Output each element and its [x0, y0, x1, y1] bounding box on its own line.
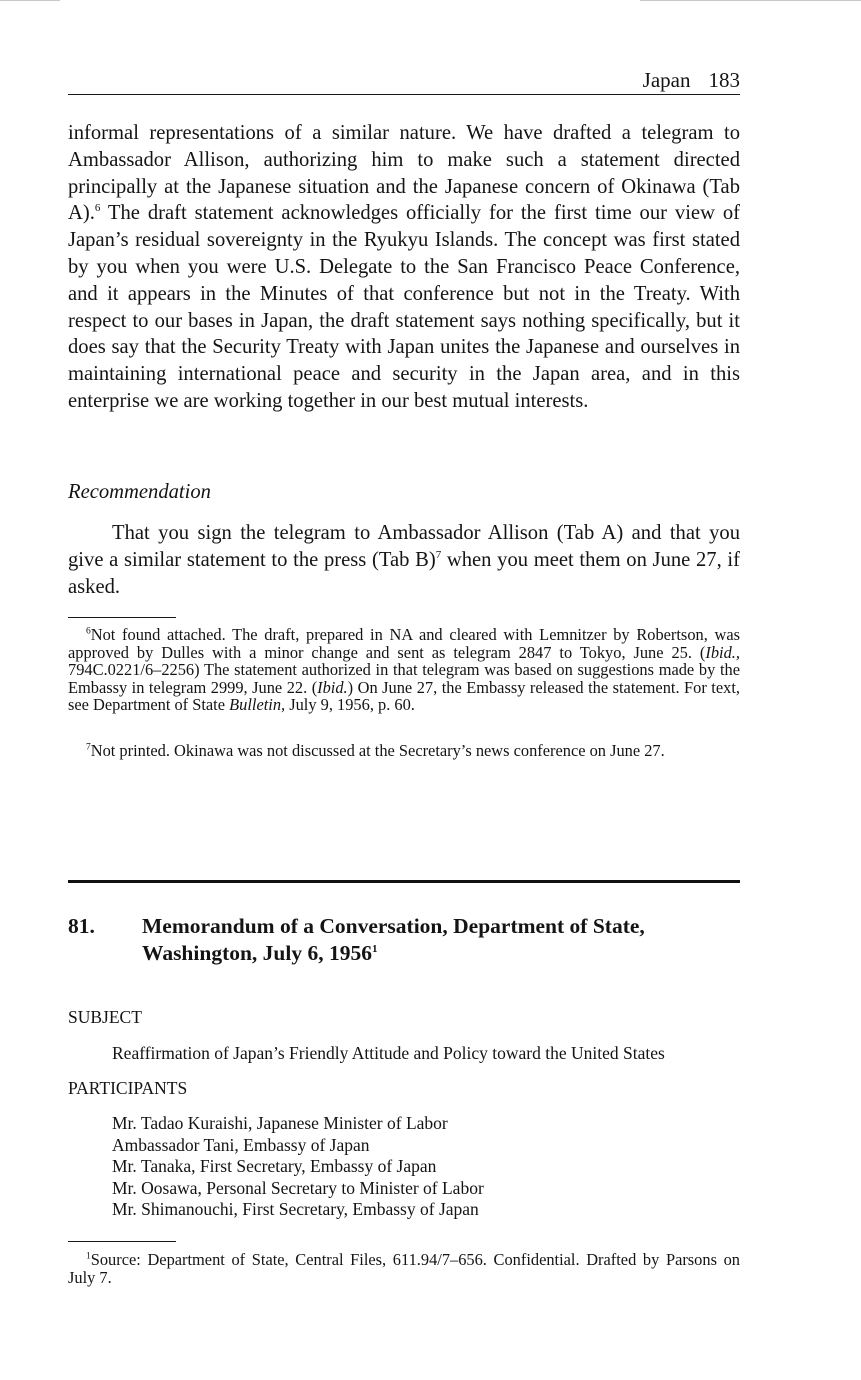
footnote-6-ibid-1: Ibid., — [705, 642, 740, 662]
footnote-6-marker: 6 — [86, 626, 91, 637]
top-edge-rule-left — [0, 0, 60, 1]
running-header-title: Japan — [642, 68, 691, 92]
recommendation-part-1: That you sign the telegram to Ambassador Allison (Tab A) and that you give a similar statement to the press (Tab B) — [68, 522, 740, 571]
document-number: 81. — [68, 914, 95, 938]
section-divider — [68, 880, 740, 883]
recommendation-heading: Recommendation — [68, 481, 211, 503]
footnote-separator-top — [68, 617, 176, 618]
body-paragraph-1-part-1: informal representations of a similar nature. We have drafted a telegram to Ambassador Allison, authorizing him to make such a statement directed principally at the Japanese situation and the Japanese concern of Okinawa (Tab A). — [68, 122, 740, 225]
document-title — [142, 913, 702, 967]
participant: Ambassador Tani, Embassy of Japan — [112, 1134, 370, 1155]
footnote-ref-1: 1 — [372, 942, 378, 955]
footnote-1-text: Source: Department of State, Central Files, 611.94/7–656. Confidential. Drafted by Parsons on July 7. — [68, 1250, 740, 1287]
footnote-6-ibid-2: Ibid. — [317, 677, 348, 697]
subject-text: Reaffirmation of Japan’s Friendly Attitude and Policy toward the United States — [112, 1043, 665, 1063]
footnote-ref-7: 7 — [435, 548, 442, 561]
subject-label: SUBJECT — [68, 1007, 142, 1027]
footnote-7-marker: 7 — [86, 742, 91, 753]
footnote-1-marker: 1 — [86, 1251, 91, 1262]
recommendation-paragraph — [68, 520, 740, 600]
document-title-text: Memorandum of a Conversation, Department of State, Washington, July 6, 1956 — [142, 914, 645, 965]
body-paragraph-1 — [68, 120, 740, 415]
participants-list — [112, 1113, 484, 1221]
footnote-7-text: Not printed. Okinawa was not discussed at the Secretary’s news conference on June 27. — [90, 741, 665, 760]
footnote-separator-bottom — [68, 1241, 176, 1242]
footnote-6-bulletin: Bulletin, — [229, 695, 286, 715]
document-page — [68, 0, 740, 1380]
footnote-ref-6: 6 — [94, 202, 101, 215]
footnote-6-text-2: 794C.0221/6–2256) The statement authorized in that telegram was based on suggestions made by the Embassy in telegram 2999, June 22. ( — [68, 660, 740, 697]
footnote-1 — [68, 1251, 740, 1286]
participant: Mr. Oosawa, Personal Secretary to Minister of Labor — [112, 1177, 484, 1198]
footnote-6 — [68, 626, 740, 714]
participant: Mr. Shimanouchi, First Secretary, Embassy of Japan — [112, 1199, 479, 1219]
footnote-6-text-4: July 9, 1956, p. 60. — [285, 695, 415, 715]
page-number: 183 — [708, 68, 740, 92]
footnote-6-text-3: ) On June 27, the Embassy released the statement. For text, see Department of State — [68, 677, 740, 715]
running-header — [68, 66, 740, 95]
footnote-6-text-1: Not found attached. The draft, prepared in NA and cleared with Lemnitzer by Robertson, was approved by Dulles with a minor change and sent as telegram 2847 to Tokyo, June 25. ( — [68, 625, 740, 662]
participant: Mr. Tanaka, First Secretary, Embassy of Japan — [112, 1156, 437, 1176]
body-paragraph-1-part-2: The draft statement acknowledges officially for the first time our view of Japan’s residual sovereignty in the Ryukyu Islands. The concept was first stated by you when you were U.S. Delegate to the San Francisco Peace Conference, and it appears in the Minutes of that conference but not in the Treaty. With respect to our bases in Japan, the draft statement says nothing specifically, but it does say that the Security Treaty with Japan unites the Japanese and ourselves in maintaining international peace and security in the Japan area, and in this enterprise we are working together in our best mutual interests. — [68, 202, 740, 412]
participant: Mr. Tadao Kuraishi, Japanese Minister of Labor — [112, 1113, 448, 1133]
footnote-7 — [68, 742, 740, 760]
participants-label: PARTICIPANTS — [68, 1078, 188, 1098]
recommendation-part-2: when you meet them on June 27, if asked. — [68, 548, 740, 598]
